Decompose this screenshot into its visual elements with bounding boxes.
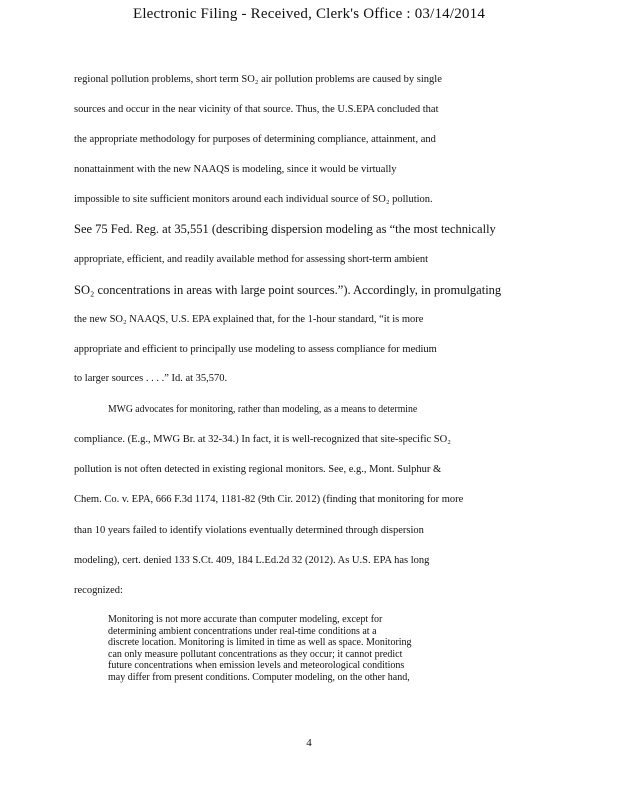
body-line-13: compliance. (E.g., MWG Br. at 32-34.) In fact, it is well-recognized that site-specific SO₂ bbox=[74, 434, 451, 445]
body-line-1: regional pollution problems, short term SO₂ air pollution problems are caused by single bbox=[74, 74, 442, 85]
body-line-18: recognized: bbox=[74, 585, 123, 596]
body-line-11: to larger sources . . . .” Id. at 35,570. bbox=[74, 373, 228, 384]
block-quote bbox=[108, 614, 498, 684]
quote-line-2: determining ambient concentrations under real-time conditions at a bbox=[108, 625, 377, 637]
body-line-5: impossible to site sufficient monitors around each individual source of SO₂ pollution. bbox=[74, 194, 433, 205]
body-line-4: nonattainment with the new NAAQS is modeling, since it would be virtually bbox=[74, 164, 397, 175]
filing-header: Electronic Filing - Received, Clerk's Office : 03/14/2014 bbox=[132, 6, 486, 22]
quote-line-4: can only measure pollutant concentrations as they occur; it cannot predict bbox=[108, 648, 403, 660]
quote-line-6: may differ from present conditions. Computer modeling, on the other hand, bbox=[108, 671, 410, 683]
body-line-9: the new SO₂ NAAQS, U.S. EPA explained that, for the 1-hour standard, “it is more bbox=[74, 314, 424, 325]
quote-line-5: future concentrations when emission levels and meteorological conditions bbox=[108, 660, 405, 672]
body-line-2: sources and occur in the near vicinity of that source. Thus, the U.S.EPA concluded that bbox=[74, 104, 439, 115]
body-line-15: Chem. Co. v. EPA, 666 F.3d 1174, 1181-82 (9th Cir. 2012) (finding that monitoring for more bbox=[74, 494, 464, 505]
quote-line-1: Monitoring is not more accurate than computer modeling, except for bbox=[108, 614, 383, 625]
body-line-12: MWG advocates for monitoring, rather than modeling, as a means to determine bbox=[108, 404, 418, 415]
body-line-16: than 10 years failed to identify violations eventually determined through dispersion bbox=[74, 525, 424, 536]
body-line-10: appropriate and efficient to principally use modeling to assess compliance for medium bbox=[74, 344, 437, 355]
body-line-7: appropriate, efficient, and readily available method for assessing short-term ambient bbox=[74, 254, 429, 265]
body-line-3: the appropriate methodology for purposes of determining compliance, attainment, and bbox=[74, 134, 436, 145]
quote-line-3: discrete location. Monitoring is limited in time as well as space. Monitoring bbox=[108, 637, 412, 649]
body-line-17: modeling), cert. denied 133 S.Ct. 409, 184 L.Ed.2d 32 (2012). As U.S. EPA has long bbox=[74, 555, 430, 566]
body-line-14: pollution is not often detected in existing regional monitors. See, e.g., Mont. Sulphur & bbox=[74, 464, 442, 475]
body-line-6: See 75 Fed. Reg. at 35,551 (describing dispersion modeling as “the most technically bbox=[74, 222, 496, 236]
page-number: 4 bbox=[306, 737, 312, 749]
body-line-8: SO₂ concentrations in areas with large point sources.”). Accordingly, in promulgating bbox=[74, 283, 502, 297]
